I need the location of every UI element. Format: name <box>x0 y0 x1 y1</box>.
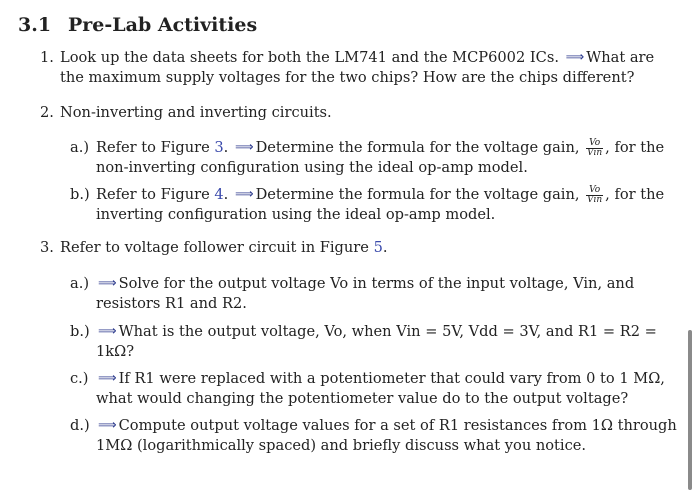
item-3d-line-1: d.) ⟹ Compute output voltage values for a set of R1 resistances from 1Ω through <box>70 417 677 434</box>
item-1-marker: 1. <box>40 49 54 66</box>
arrow-icon: ⟹ <box>98 276 117 291</box>
item-2-marker: 2. <box>40 104 54 121</box>
item-3c-line-2: what would changing the potentiometer value do to the output voltage? <box>96 390 629 407</box>
item-3-marker: 3. <box>40 239 54 256</box>
item-3a-line-2: resistors R1 and R2. <box>96 295 247 312</box>
item-3c-line-1: c.) ⟹ If R1 were replaced with a potentiometer that could vary from 0 to 1 MΩ, <box>70 370 665 387</box>
item-2b-line-1: b.) Refer to Figure 4. ⟹ Determine the formula for the voltage gain, $\frac{Vo}{\text{Vin}}$ , for the <box>70 184 665 205</box>
item-3a-marker: a.) <box>70 275 90 292</box>
item-2a-line-2: non-inverting configuration using the ideal op-amp model. <box>96 159 528 176</box>
item-3b-line-2: 1kΩ? <box>96 343 135 360</box>
gain-fraction: $\frac{Vo}{\text{Vin}}$ <box>587 184 603 205</box>
figure-3-link[interactable]: 3 <box>214 139 224 156</box>
item-3a-line-1: a.) ⟹ Solve for the output voltage Vo in terms of the input voltage, Vin, and <box>70 275 635 292</box>
item-2a-line-1: a.) Refer to Figure 3. ⟹ Determine the formula for the voltage gain, $\frac{Vo}{\text{Vin}}$ , for the <box>70 137 665 158</box>
item-3-title: 3. Refer to voltage follower circuit in Figure 5. <box>40 239 388 256</box>
section-heading <box>18 14 257 36</box>
item-2-title: 2. Non-inverting and inverting circuits. <box>40 104 332 121</box>
item-3b-marker: b.) <box>70 323 90 340</box>
arrow-icon: ⟹ <box>565 50 585 65</box>
figure-4-link[interactable]: 4 <box>214 186 224 203</box>
arrow-icon: ⟹ <box>234 187 254 202</box>
vertical-scrollbar[interactable] <box>688 330 692 490</box>
item-2b-line-2: inverting configuration using the ideal op-amp model. <box>96 206 496 223</box>
item-2a-marker: a.) <box>70 139 90 156</box>
arrow-icon: ⟹ <box>98 371 117 386</box>
item-1-line-2: the maximum supply voltages for the two chips? How are the chips different? <box>60 69 635 86</box>
item-2b-marker: b.) <box>70 186 90 203</box>
item-3b-line-1: b.) ⟹ What is the output voltage, Vo, when Vin = 5V, Vdd = 3V, and R1 = R2 = <box>70 323 657 340</box>
item-3c-marker: c.) <box>70 370 89 387</box>
gain-fraction: $\frac{Vo}{\text{Vin}}$ <box>587 137 603 158</box>
section-number: 3.1 <box>18 14 52 36</box>
item-3d-line-2: 1MΩ (logarithmically spaced) and briefly discuss what you notice. <box>96 437 587 454</box>
arrow-icon: ⟹ <box>98 324 117 339</box>
figure-5-link[interactable]: 5 <box>373 239 383 256</box>
arrow-icon: ⟹ <box>98 418 117 433</box>
arrow-icon: ⟹ <box>234 140 254 155</box>
section-title: Pre-Lab Activities <box>68 14 258 36</box>
item-1-line-1: 1. Look up the data sheets for both the LM741 and the MCP6002 ICs. ⟹ What are <box>40 49 655 66</box>
item-3d-marker: d.) <box>70 417 90 434</box>
